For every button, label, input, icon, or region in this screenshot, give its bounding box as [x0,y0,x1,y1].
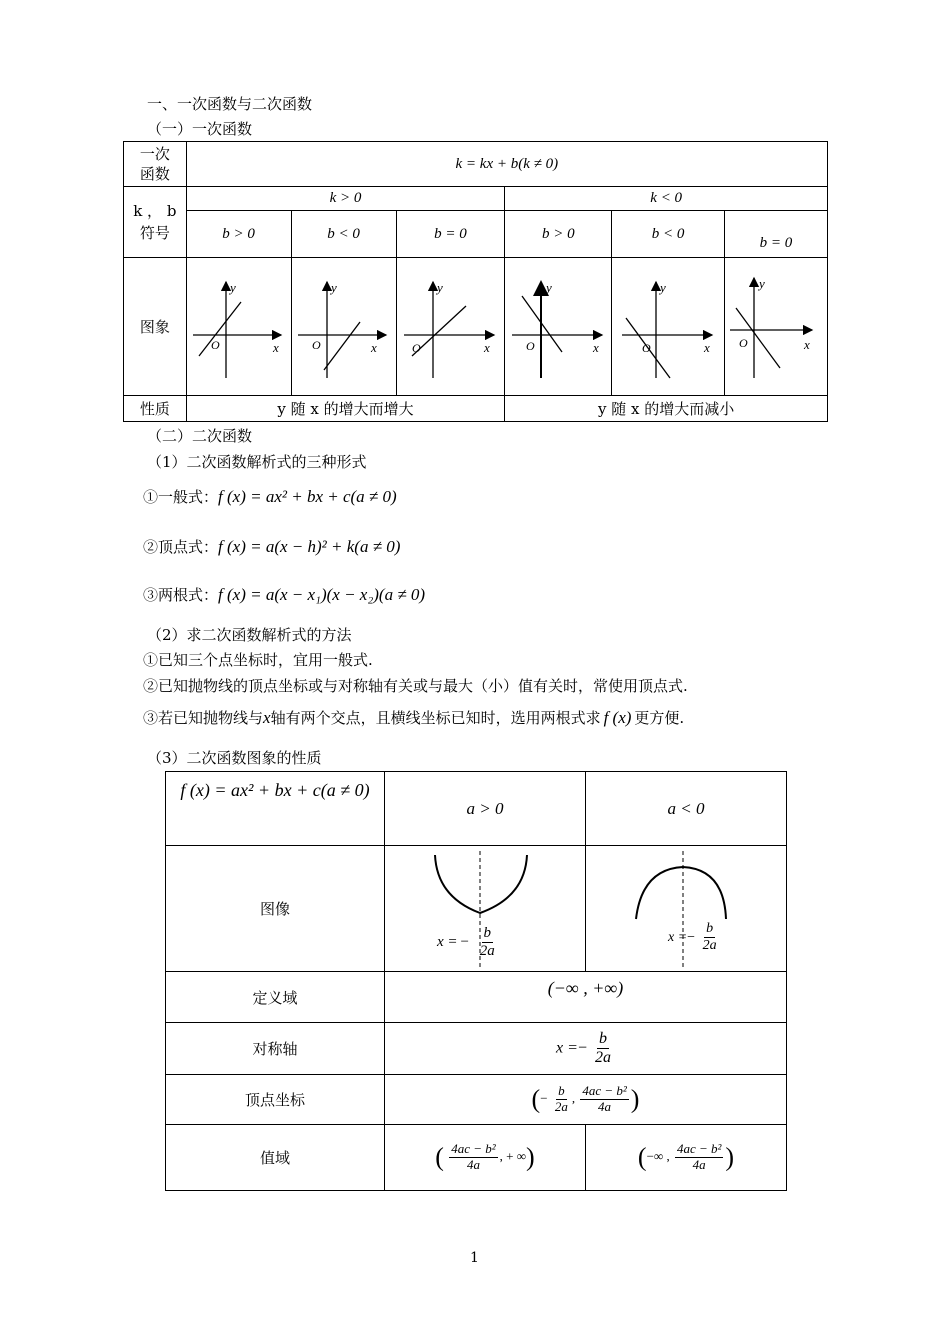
linear-graph-svg-5 [618,260,718,390]
linear-graph-5 [612,258,725,396]
property-increasing: y 随 x 的增大而增大 [186,396,505,422]
svg-text:y: y [758,275,765,291]
vertex-value: (− $\frac{b}{2a}$ , $\frac{\text{4ac − b²}}{4a}$ ) [385,1075,787,1125]
form-roots-label: ③两根式： [143,586,219,604]
range-a-positive: ( $\frac{\text{4ac − b²}}{4a}$ , + ∞) [385,1125,586,1191]
method-2: ②已知抛物线的顶点坐标或与对称轴有关或与最大（小）值有关时，常使用顶点式. [143,677,688,695]
property-decreasing: y 随 x 的增大而减小 [505,396,828,422]
svg-text:x: x [370,339,377,355]
svg-text:y: y [546,279,553,295]
linear-formula: k = kx + b(k ≠ 0) [186,142,827,187]
linear-row-head-3: 图象 [124,258,187,396]
linear-row-head-2: k ， b 符号 [124,187,187,258]
k-positive-header: k > 0 [186,187,505,211]
axis-eq-down: x =− $\frac{b}{2a}$ [668,920,717,953]
method-3: ③若已知抛物线与x轴有两个交点，且横线坐标已知时，选用两根式求 f (x) 更方便. [143,708,685,727]
page-number: 1 [470,1250,479,1266]
linear-function-table [123,141,828,422]
svg-text:x: x [484,339,491,355]
case-b-3: b = 0 [396,211,505,258]
sub-heading-forms: （1）二次函数解析式的三种形式 [147,453,367,471]
method-1: ①已知三个点坐标时，宜用一般式. [143,651,373,669]
linear-graph-svg-3 [400,260,500,390]
svg-text:O: O [412,340,422,355]
case-b-1: b > 0 [186,211,291,258]
form-general-label: ①一般式： [143,488,219,506]
linear-graph-svg-2 [294,260,394,390]
svg-text:y: y [229,279,236,295]
linear-row-head-1: 一次函数 [124,142,187,187]
linear-graph-svg-6 [726,260,826,390]
a-negative-header: a < 0 [586,772,787,846]
svg-text:O: O [738,335,748,350]
svg-text:y: y [437,279,444,295]
linear-graph-2 [291,258,396,396]
a-positive-header: a > 0 [385,772,586,846]
form-vertex [143,536,400,557]
form-roots-formula: f (x) = a(x − x₁)(x − x₂)(a ≠ 0) [218,585,426,604]
svg-text:O: O [311,337,321,352]
quadratic-table [165,771,787,1191]
main-heading: 一、一次函数与二次函数 [147,95,313,113]
parabola-down-cell [586,846,787,972]
row-range-label: 值域 [166,1125,385,1191]
row-axis-label: 对称轴 [166,1023,385,1075]
linear-graph-svg-1 [189,260,289,390]
row-graph-label: 图像 [166,846,385,972]
range-a-negative: (−∞ , $\frac{\text{4ac − b²}}{4a}$ ) [586,1125,787,1191]
svg-text:x: x [593,339,600,355]
row-domain-label: 定义域 [166,972,385,1023]
linear-graph-1 [186,258,291,396]
section-linear-heading: （一）一次函数 [147,120,253,138]
axis-value: x =− $\frac{b}{2a}$ [385,1023,787,1075]
axis-eq-up: x = − $\frac{b}{2a}$ [437,924,495,959]
svg-text:x: x [272,339,279,355]
form-roots [143,584,425,605]
svg-text:y: y [330,279,337,295]
linear-graph-6 [724,258,827,396]
linear-graph-svg-4 [508,260,608,390]
form-vertex-formula: f (x) = a(x − h)² + k(a ≠ 0) [218,537,401,556]
svg-text:O: O [210,337,220,352]
form-general-formula: f (x) = ax² + bx + c(a ≠ 0) [218,487,397,506]
svg-text:y: y [660,279,666,295]
svg-text:O: O [642,340,651,355]
linear-graph-3 [396,258,505,396]
svg-text:x: x [704,339,710,355]
svg-text:x: x [803,336,810,352]
case-b-5: b < 0 [612,211,725,258]
k-negative-header: k < 0 [505,187,828,211]
section-quadratic-heading: （二）二次函数 [147,427,253,445]
domain-value: (−∞ , +∞) [385,972,787,1023]
form-general [143,486,397,507]
row-vertex-label: 顶点坐标 [166,1075,385,1125]
parabola-up-cell [385,846,586,972]
quad-head: f (x) = ax² + bx + c(a ≠ 0) [166,772,385,846]
svg-text:O: O [526,338,535,353]
form-vertex-label: ②顶点式： [143,538,219,556]
case-b-6: b = 0 [724,211,827,258]
linear-row-head-4: 性质 [124,396,187,422]
linear-graph-4 [505,258,612,396]
case-b-2: b < 0 [291,211,396,258]
sub-heading-properties: （3）二次函数图象的性质 [147,749,322,767]
case-b-4: b > 0 [505,211,612,258]
sub-heading-methods: （2）求二次函数解析式的方法 [147,626,352,644]
